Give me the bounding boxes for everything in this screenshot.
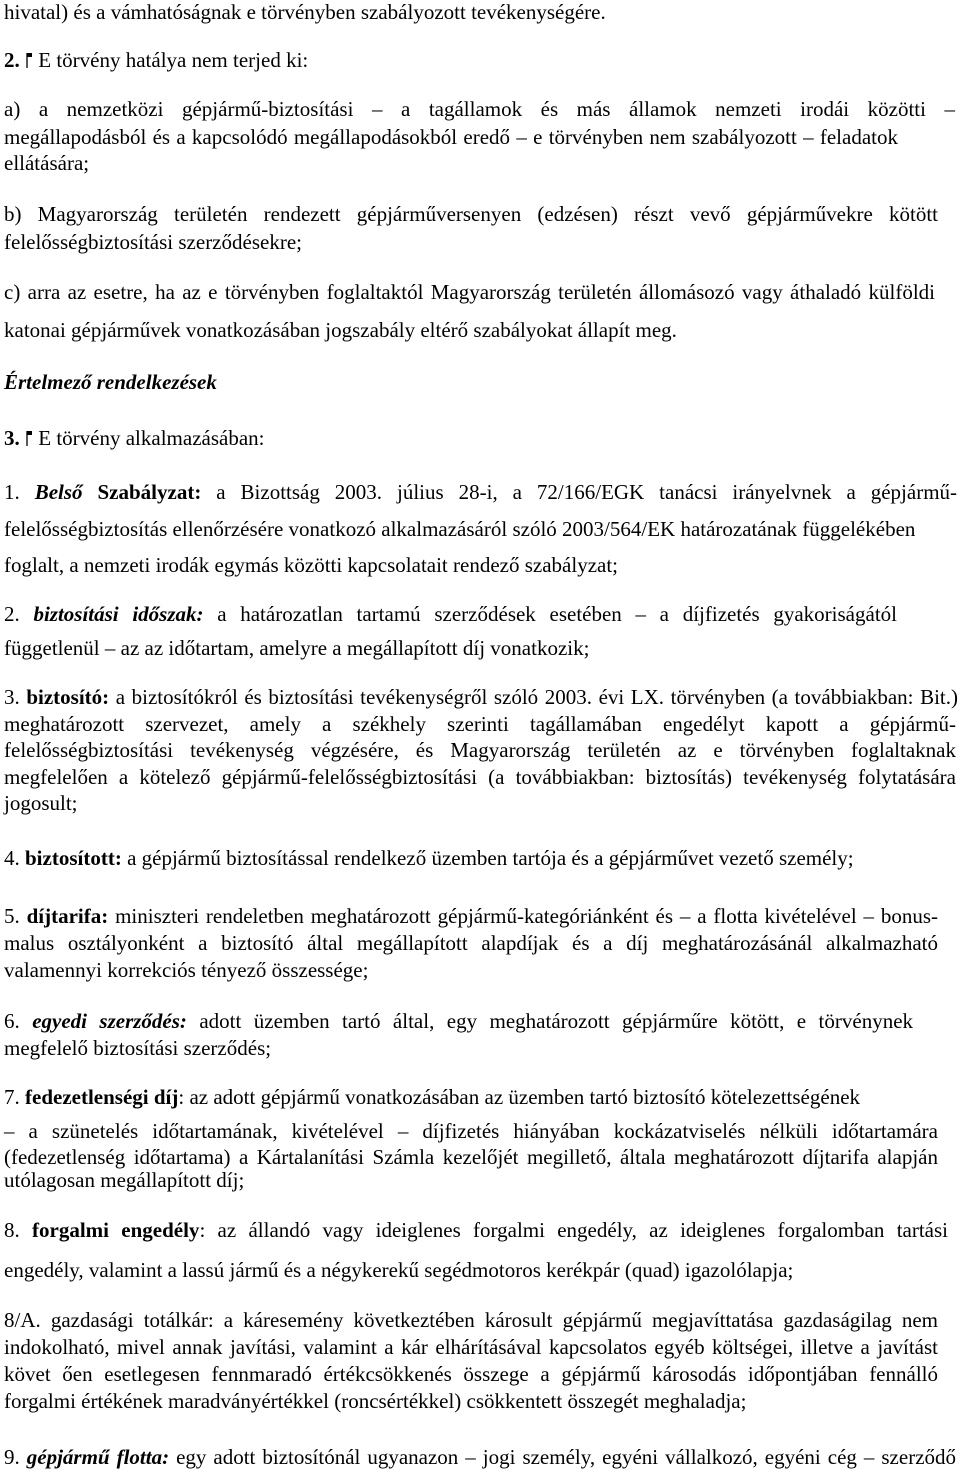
item-number: 1. xyxy=(4,480,20,504)
defined-term: egyedi szerződés: xyxy=(32,1009,187,1033)
definition-line xyxy=(4,480,957,504)
definition-line xyxy=(4,846,854,870)
text-line xyxy=(4,712,956,736)
item-number: 3. xyxy=(4,685,20,709)
text-segment: felelősségbiztosítás ellenőrzésére vonatkozó alkalmazásáról szóló 2003/564/EK határozatának függelékében xyxy=(4,517,916,541)
text-line xyxy=(4,553,618,577)
definition-line xyxy=(4,1445,956,1469)
section-heading xyxy=(4,48,308,72)
text-line xyxy=(4,791,78,815)
text-segment: ellátására; xyxy=(4,151,90,175)
text-segment: hivatal) és a vámhatóságnak e törvényben szabályozott tevékenységére. xyxy=(4,0,606,24)
defined-term: fedezetlenségi díj xyxy=(25,1085,179,1109)
text-line xyxy=(4,318,677,342)
text-segment: függetlenül – az az időtartam, amelyre a megállapított díj vonatkozik; xyxy=(4,636,590,660)
text-segment: a gépjármű biztosítással rendelkező üzemben tartója és a gépjárművet vezető személy; xyxy=(127,846,854,870)
text-segment: a határozatlan tartamú szerződések esetében – a díjfizetés gyakoriságától xyxy=(217,602,897,626)
text-segment: miniszteri rendeletben meghatározott gépjármű-kategóriánként és – a flotta kivételével – bonus- xyxy=(115,904,938,928)
text-segment: : az állandó vagy ideiglenes forgalmi engedély, az ideiglenes forgalomban tartási xyxy=(199,1218,949,1242)
text-line xyxy=(4,958,368,982)
text-segment: valamennyi korrekciós tényező összessége; xyxy=(4,958,369,982)
text-line xyxy=(4,1389,746,1413)
text-line xyxy=(4,1036,271,1060)
text-segment: (fedezetlenség időtartama) a Kártalanítási Számla kezelőjét megillető, általa meghatározott díjtarifa alapján xyxy=(4,1145,938,1169)
text-line xyxy=(4,738,956,762)
text-line xyxy=(4,202,938,226)
text-line xyxy=(4,151,89,175)
section-title: E törvény alkalmazásában: xyxy=(38,426,265,450)
item-number: 4. xyxy=(4,846,20,870)
section-heading xyxy=(4,426,264,450)
text-line xyxy=(4,230,302,254)
text-line xyxy=(4,931,938,955)
text-line xyxy=(4,1168,244,1192)
text-segment: egy adott biztosítónál ugyanazon – jogi személy, egyéni vállalkozó, egyéni cég – szerződő xyxy=(176,1445,957,1469)
text-line xyxy=(4,636,589,660)
text-line xyxy=(4,1335,938,1359)
text-line xyxy=(4,765,956,789)
text-segment: meghatározott szervezet, amely a székhely szerinti tagállamában engedélyt kapott a gépjármű- xyxy=(4,712,956,736)
defined-term: gépjármű flotta: xyxy=(26,1445,170,1469)
text-segment: katonai gépjárművek vonatkozásában jogszabály eltérő szabályokat állapít meg. xyxy=(4,318,677,342)
text-line xyxy=(4,125,898,149)
item-number: 8. xyxy=(4,1218,20,1242)
text-segment: a Bizottság 2003. július 28-i, a 72/166/EGK tanácsi irányelvnek a gépjármű- xyxy=(216,480,958,504)
text-segment: c) arra az esetre, ha az e törvényben foglaltaktól Magyarország területén állomásozó vagy áthaladó külföldi xyxy=(4,280,935,304)
item-number: 2. xyxy=(4,602,20,626)
text-segment: megfelelően a kötelező gépjármű-felelősségbiztosítási (a továbbiakban: biztosítás) tevékenység folytatására xyxy=(4,765,956,789)
definition-line xyxy=(4,1009,913,1033)
text-segment: követ ően esetlegesen fennmaradó értékcsökkenés összege a gépjármű károsodás időpontjában fennálló xyxy=(4,1362,938,1386)
text-segment: felelősségbiztosítási szerződésekre; xyxy=(4,230,302,254)
text-line xyxy=(4,1119,938,1143)
text-segment: foglalt, a nemzeti irodák egymás közötti kapcsolatait rendező szabályzat; xyxy=(4,553,619,577)
text-segment: indokolható, mivel annak javítási, valamint a kár elhárításával kapcsolatos egyéb költségei, illetve a javítást xyxy=(4,1335,938,1359)
section-title: E törvény hatálya nem terjed ki: xyxy=(38,48,309,72)
text-segment: utólagosan megállapított díj; xyxy=(4,1168,245,1192)
text-segment: megfelelő biztosítási szerződés; xyxy=(4,1036,272,1060)
defined-term: Belső xyxy=(34,480,83,504)
defined-term: Szabályzat: xyxy=(97,480,202,504)
definition-line xyxy=(4,602,897,626)
definition-line xyxy=(4,1218,948,1242)
text-line xyxy=(4,1362,938,1386)
defined-term: biztosított: xyxy=(25,846,122,870)
text-line xyxy=(4,1145,938,1169)
text-segment: : az adott gépjármű vonatkozásában az üzemben tartó biztosító kötelezettségének xyxy=(178,1085,861,1109)
item-number: 5. xyxy=(4,904,20,928)
defined-term: biztosítási időszak: xyxy=(33,602,204,626)
defined-term: forgalmi engedély xyxy=(32,1218,200,1242)
text-segment: b) Magyarország területén rendezett gépjárműversenyen (edzésen) részt vevő gépjárművekre kötött xyxy=(4,202,938,226)
section-number: 3. xyxy=(4,426,20,450)
text-line xyxy=(4,97,955,121)
definition-line xyxy=(4,1085,860,1109)
defined-term: biztosító: xyxy=(26,685,110,709)
definition-line xyxy=(4,904,938,928)
definition-line xyxy=(4,1308,938,1332)
text-segment: malus osztályonként a biztosító által megállapított alapdíjak és a díj meghatározásánál alkalmazható xyxy=(4,931,938,955)
text-line xyxy=(4,0,606,24)
text-line xyxy=(4,1258,793,1282)
item-number: 9. xyxy=(4,1445,20,1469)
text-segment: forgalmi értékének maradványértékkel (roncsértékkel) csökkentett összegét meghaladja; xyxy=(4,1389,747,1413)
section-number: 2. xyxy=(4,48,20,72)
text-segment: megállapodásból és a kapcsolódó megállapodásokból eredő – e törvényben nem szabályozott – feladatok xyxy=(4,125,898,149)
subheading-interpretive-provisions xyxy=(4,370,217,394)
text-segment: a) a nemzetközi gépjármű-biztosítási – a tagállamok és más államok nemzeti irodái közötti – xyxy=(4,97,955,121)
text-segment: a biztosítókról és biztosítási tevékenységről szóló 2003. évi LX. törvényben (a továbbiakban: Bit.) xyxy=(115,685,958,709)
subheading-text: Értelmező rendelkezések xyxy=(4,370,217,394)
text-segment: 8/A. gazdasági totálkár: a káresemény következtében károsult gépjármű megjavíttatása gazdaságilag nem xyxy=(4,1308,938,1332)
text-segment: jogosult; xyxy=(4,791,78,815)
item-number: 7. xyxy=(4,1085,20,1109)
text-segment: adott üzemben tartó által, egy meghatározott gépjárműre kötött, e törvénynek xyxy=(199,1009,914,1033)
text-segment: – a szünetelés időtartamának, kivételével – díjfizetés hiányában kockázatviselés nélküli időtartamára xyxy=(4,1119,938,1143)
bookmark-glyph-icon xyxy=(25,52,33,69)
text-line xyxy=(4,280,935,304)
bookmark-glyph-icon xyxy=(25,430,33,447)
definition-line xyxy=(4,685,958,709)
text-segment: felelősségbiztosítási tevékenység végzésére, és Magyarország területén az e törvényben foglaltaknak xyxy=(4,738,956,762)
item-number: 6. xyxy=(4,1009,20,1033)
text-line xyxy=(4,517,915,541)
defined-term: díjtarifa: xyxy=(26,904,109,928)
text-segment: engedély, valamint a lassú jármű és a négykerekű segédmotoros kerékpár (quad) igazolólapja; xyxy=(4,1258,794,1282)
